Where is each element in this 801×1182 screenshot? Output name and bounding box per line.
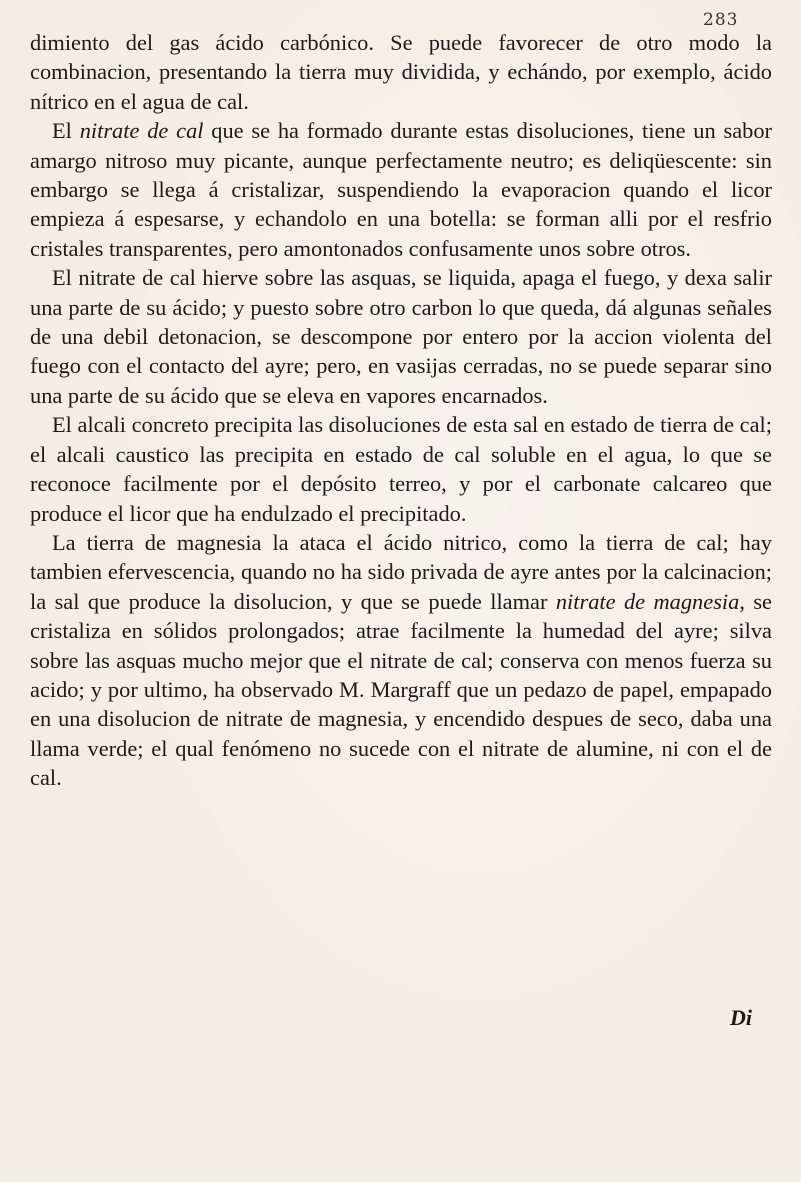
catchword: Di (730, 1005, 752, 1030)
paragraph-3-text: El nitrate de cal hierve sobre las asquas, se liquida, apaga el fuego, y dexa salir una parte de su ácido; y puesto sobre otro carbon lo que queda, dá algunas señales de una debil detonacion, se descompone por entero por la accion violenta del fuego con el contacto del ayre; pero, en vasijas cerradas, no se puede separar sino una parte de su ácido que se eleva en vapores encarnados. (30, 265, 772, 408)
paragraph-2-italic-term: nitrate de cal (79, 118, 204, 144)
body-text (30, 28, 772, 793)
paragraph-3 (30, 263, 772, 410)
paragraph-4-text: El alcali concreto precipita las disoluciones de esta sal en estado de tierra de cal; el alcali caustico las precipita en estado de cal soluble en el agua, lo que se reconoce facilmente por el depósito terreo, y por el carbonate calcareo que produce el licor que ha endulzado el precipitado. (30, 412, 772, 526)
paragraph-5-text-b: , se cristaliza en sólidos prolongados; atrae facilmente la humedad del ayre; silva sobre las asquas mucho mejor que el nitrate de cal; conserva con menos fuerza su acido; y por ultimo, ha observado M. Margraff que un pedazo de papel, empapado en una disolucion de nitrate de magnesia, y encendido despues de seco, daba una llama verde; el qual fenómeno no sucede con el nitrate de alumine, ni con el de cal. (30, 588, 772, 791)
page-number: 283 (703, 10, 739, 30)
paragraph-4 (30, 410, 772, 528)
paragraph-2 (30, 116, 772, 263)
paragraph-5 (30, 528, 772, 793)
paragraph-5-italic-term: nitrate de magnesia (555, 588, 740, 614)
paragraph-1-text: dimiento del gas ácido carbónico. Se puede favorecer de otro modo la combinacion, presentando la tierra muy dividida, y echándo, por exemplo, ácido nítrico en el agua de cal. (30, 30, 772, 114)
paragraph-1 (30, 28, 772, 116)
paragraph-5-text-a: La tierra de magnesia la ataca el ácido nitrico, como la tierra de cal; hay tambien efervescencia, quando no ha sido privada de ayre antes por la calcinacion; la sal que produce la disolucion, y que se puede llamar (30, 529, 772, 614)
paragraph-2-text-a: El (52, 118, 80, 144)
paragraph-2-text-b: que se ha formado durante estas disoluciones, tiene un sabor amargo nitroso muy picante, aunque perfectamente neutro; es deliqüescente: sin embargo se llega á cristalizar, suspendiendo la evaporacion quando el licor empieza á espesarse, y echandolo en una botella: se forman alli por el resfrio cristales transparentes, pero amontonados confusamente unos sobre otros. (30, 118, 772, 261)
